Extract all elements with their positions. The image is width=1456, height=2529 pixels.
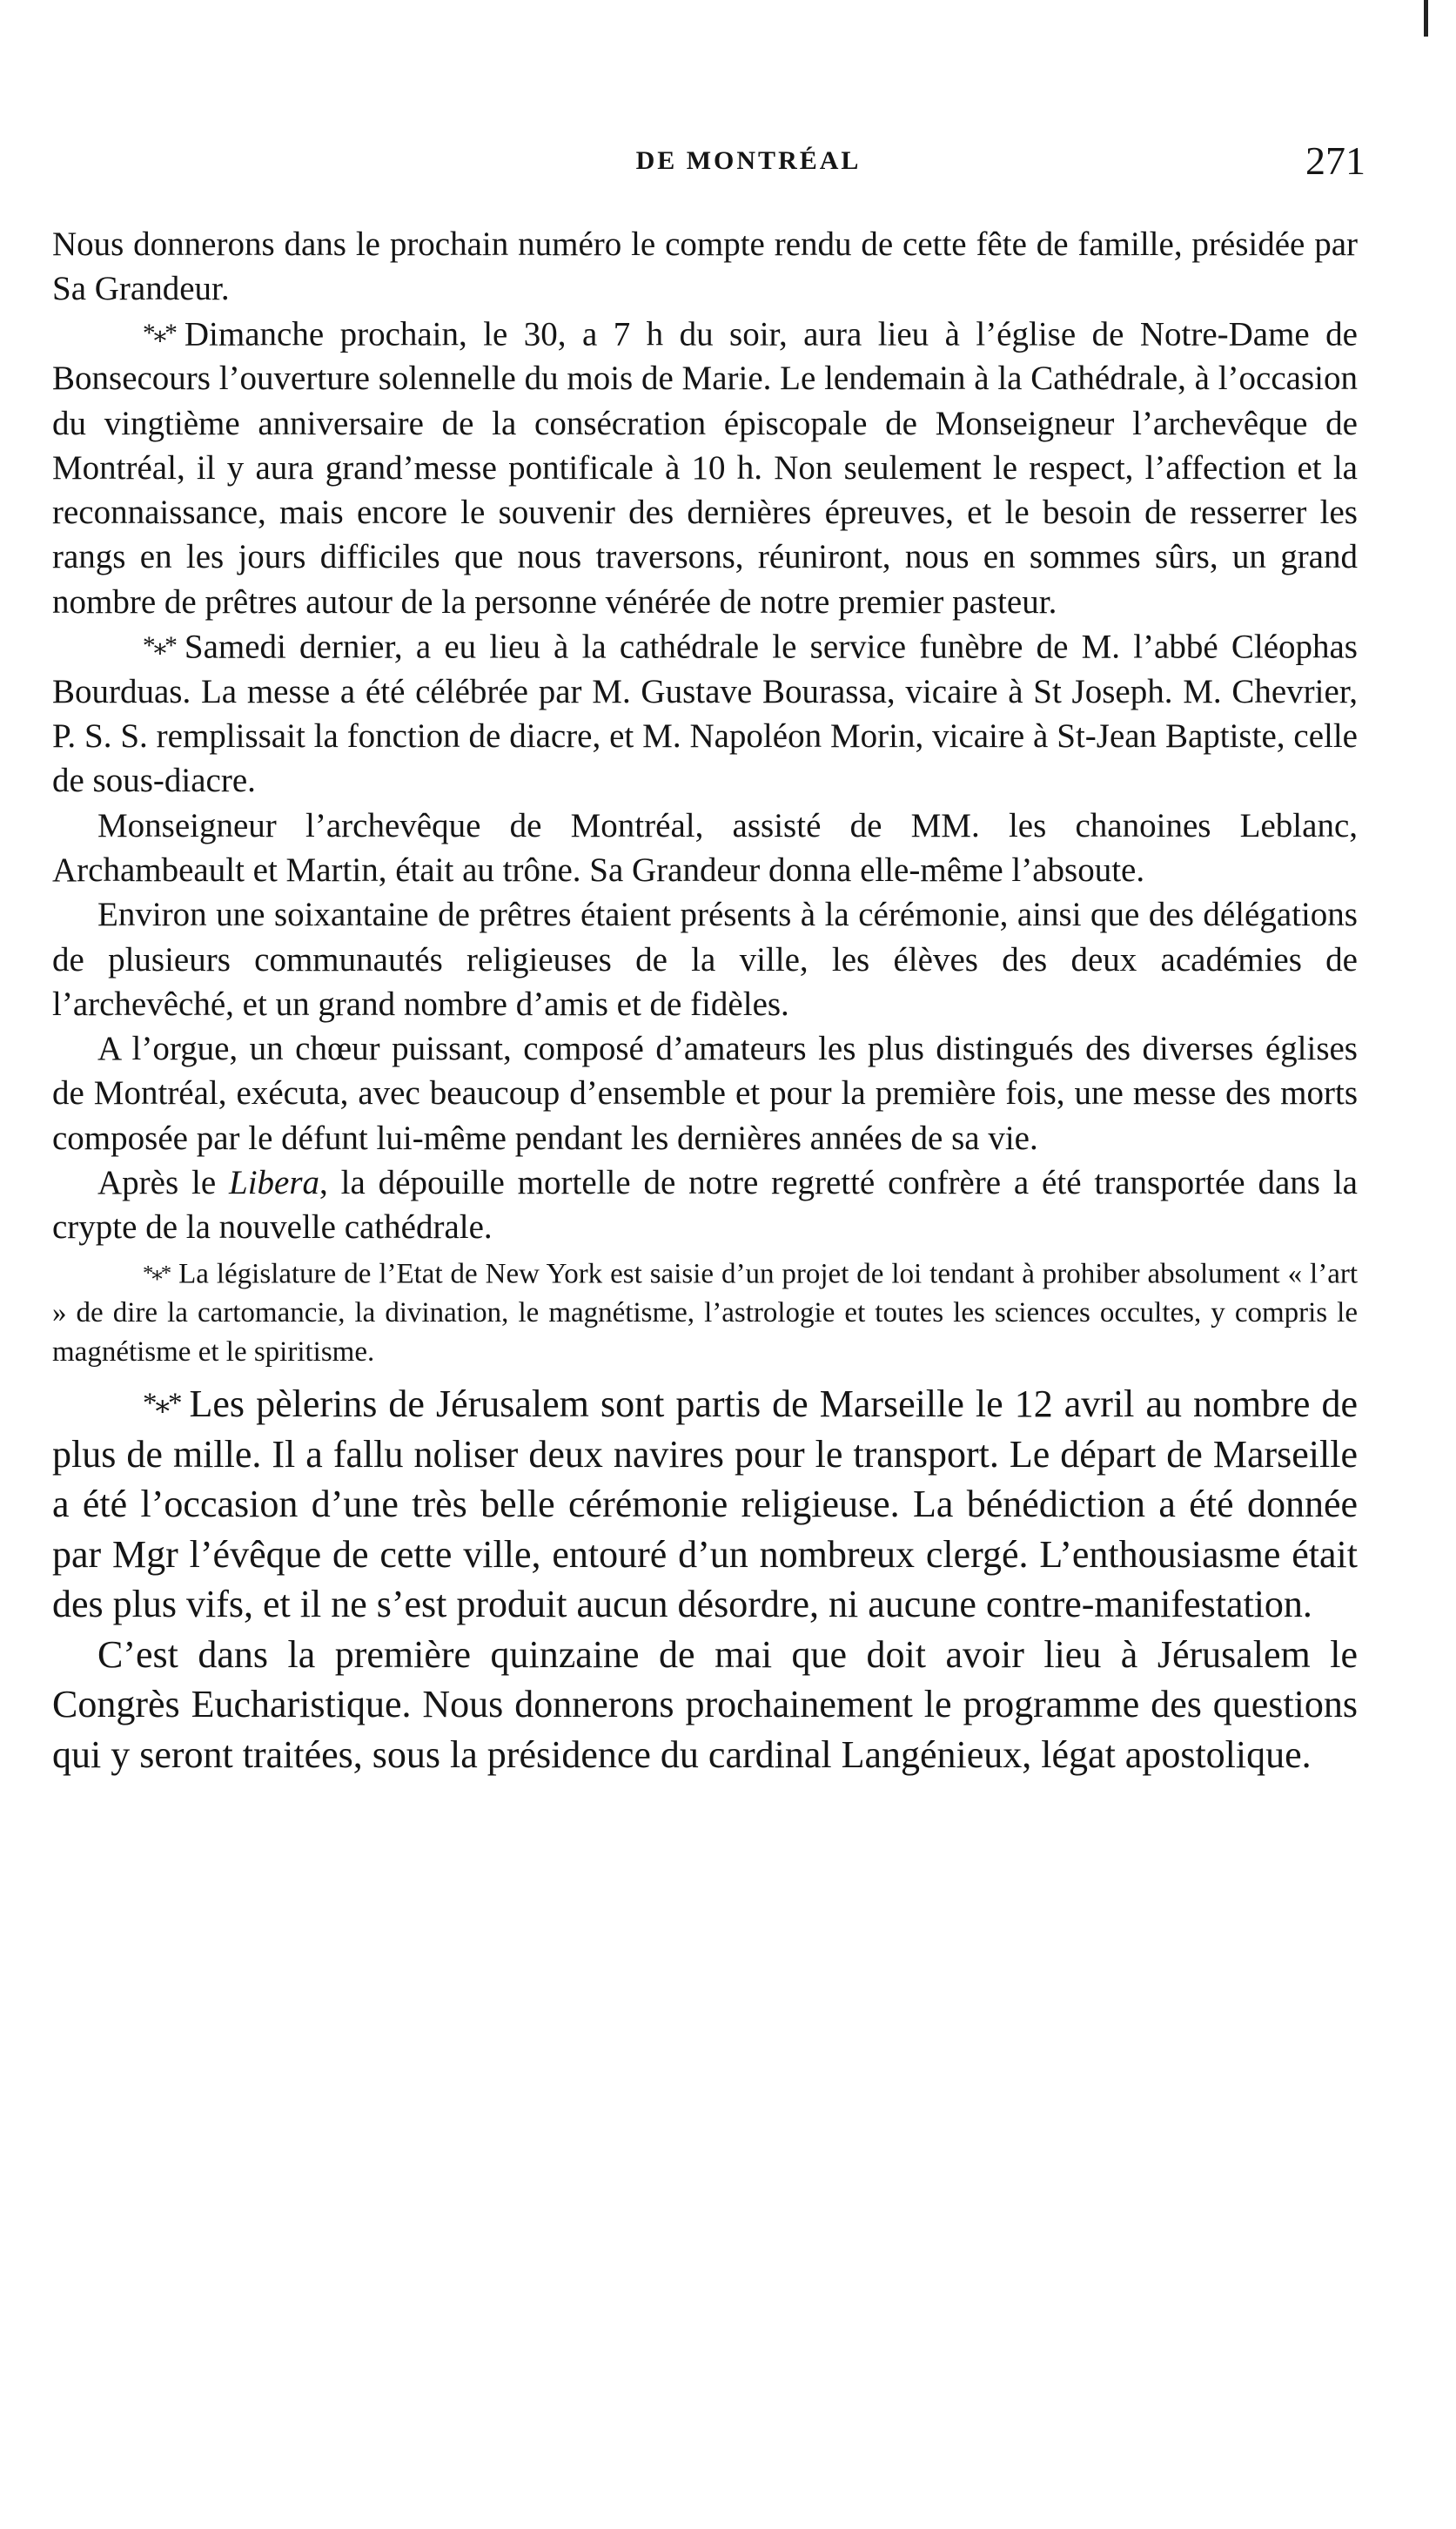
news-item: [52, 1379, 1358, 1630]
news-item: [52, 312, 1358, 624]
asterism-ornament: *⁎*: [143, 1388, 181, 1420]
paragraph: [52, 1026, 1358, 1160]
asterism-ornament: *⁎*: [143, 319, 176, 347]
large-print-block: [52, 1379, 1358, 1779]
running-title: DE MONTRÉAL: [635, 146, 862, 175]
paragraph-text: Dimanche prochain, le 30, a 7 h du soir, aura lieu à l’église de Notre-Dame de Bonsecours l’ouverture solennelle du mois de Marie. Le lendemain à la Cathédrale, à l’occasion du vingtième anniversaire de la consécration épiscopale de Monseigneur l’archevêque de Montréal, il y aura grand’messe pontificale à 10 h. Non seulement le respect, l’affection et la reconnaissance, mais encore le souvenir des dernières épreuves, et le besoin de resserrer les rangs en les jours difficiles que nous traversons, réuniront, nous en sommes sûrs, un grand nombre de prêtres autour de la personne vénérée de notre premier pasteur.: [52, 314, 1358, 621]
paragraph-text: C’est dans la première quinzaine de mai que doit avoir lieu à Jérusalem le Congrès Eucharistique. Nous donnerons prochainement le programme des questions qui y seront traitées, sous la présidence du cardinal Langénieux, légat apostolique.: [52, 1632, 1358, 1776]
page-number: 271: [1305, 138, 1365, 183]
paragraph: [52, 1160, 1358, 1250]
page-header: [52, 138, 1365, 198]
paragraph-text: Nous donnerons dans le prochain numéro le compte rendu de cette fête de famille, présidée par Sa Grandeur.: [52, 225, 1358, 308]
paragraph-text: A l’orgue, un chœur puissant, composé d’amateurs les plus distingués des diverses églises de Montréal, exécuta, avec beaucoup d’ensemble et pour la première fois, une messe des morts composée par le défunt lui-même pendant les dernières années de sa vie.: [52, 1030, 1358, 1157]
paragraph: [52, 1630, 1358, 1780]
main-text-block: [52, 222, 1358, 1250]
small-print-block: [52, 1254, 1358, 1373]
paragraph-text: Environ une soixantaine de prêtres étaient présents à la cérémonie, ainsi que des délégations de plusieurs communautés religieuses de la ville, les élèves des deux académies de l’archevêché, et un grand nombre d’amis et de fidèles.: [52, 896, 1358, 1023]
paragraph-text: Après le: [97, 1163, 217, 1201]
news-item: [52, 1254, 1358, 1373]
paragraph: [52, 892, 1358, 1026]
paragraph-text: , la dépouille mortelle de notre regretté confrère a été transportée dans la crypte de la nouvelle cathédrale.: [52, 1163, 1358, 1247]
paragraph-text: Monseigneur l’archevêque de Montréal, assisté de MM. les chanoines Leblanc, Archambeault et Martin, était au trône. Sa Grandeur donna elle-même l’absoute.: [52, 806, 1358, 889]
italic-term: Libera: [229, 1163, 320, 1201]
news-item: [52, 624, 1358, 804]
text-column: [52, 222, 1358, 1779]
paragraph-text: Samedi dernier, a eu lieu à la cathédrale le service funèbre de M. l’abbé Cléophas Bourduas. La messe a été célébrée par M. Gustave Bourassa, vicaire à St Joseph. M. Chevrier, P. S. S. remplissait la fonction de diacre, et M. Napoléon Morin, vicaire à St-Jean Baptiste, celle de sous-diacre.: [52, 628, 1358, 800]
edge-mark: [1424, 0, 1428, 37]
asterism-ornament: *⁎*: [143, 632, 176, 661]
asterism-ornament: *⁎*: [143, 1261, 171, 1285]
paragraph-text: Les pèlerins de Jérusalem sont partis de Marseille le 12 avril au nombre de plus de mille. Il a fallu noliser deux navires pour le transport. Le départ de Marseille a été l’occasion d’une très belle cérémonie religieuse. La bénédiction a été donnée par Mgr l’évêque de cette ville, entouré d’un nombreux clergé. L’enthousiasme était des plus vifs, et il ne s’est produit aucun désordre, ni aucune contre-manifestation.: [52, 1382, 1358, 1626]
paragraph: [52, 222, 1358, 312]
paragraph-text: La législature de l’Etat de New York est saisie d’un projet de loi tendant à prohiber absolument « l’art » de dire la cartomancie, la divination, le magnétisme, l’astrologie et toutes les sciences occultes, y compris le magnétisme et le spiritisme.: [52, 1258, 1358, 1369]
paragraph: [52, 804, 1358, 893]
